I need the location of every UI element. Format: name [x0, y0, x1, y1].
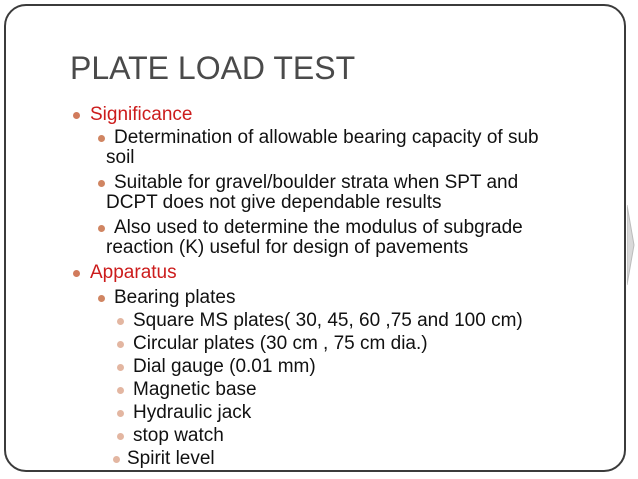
bullet-icon: [98, 225, 105, 232]
significance-item-2-line2: DCPT does not give dependable results: [106, 192, 442, 213]
bullet-icon: [117, 410, 124, 417]
significance-item-2-line1: Suitable for gravel/boulder strata when SPT and: [114, 172, 519, 193]
bullet-icon: [73, 112, 80, 119]
apparatus-subitem: Dial gauge (0.01 mm): [133, 356, 316, 377]
apparatus-subitem: Magnetic base: [133, 379, 257, 400]
apparatus-item-bearing-plates: Bearing plates: [114, 287, 236, 308]
slide-title: PLATE LOAD TEST: [70, 50, 356, 86]
bullet-icon: [73, 270, 80, 277]
bullet-icon: [117, 318, 124, 325]
bullet-icon: [113, 456, 120, 463]
significance-item-3-line1: Also used to determine the modulus of subgrade: [114, 217, 523, 238]
slide-edge-tab: [627, 205, 635, 285]
significance-item-1-line2: soil: [106, 147, 135, 168]
section-heading-apparatus: Apparatus: [90, 262, 177, 283]
apparatus-subitem: Circular plates (30 cm , 75 cm dia.): [133, 333, 428, 354]
bullet-icon: [117, 341, 124, 348]
bullet-icon: [117, 433, 124, 440]
bullet-icon: [98, 295, 105, 302]
apparatus-subitem: stop watch: [133, 425, 224, 446]
apparatus-subitem: Spirit level: [127, 448, 215, 469]
section-heading-significance: Significance: [90, 104, 193, 125]
bullet-icon: [117, 364, 124, 371]
significance-item-1-line1: Determination of allowable bearing capacity of sub: [114, 127, 539, 148]
bullet-icon: [98, 135, 105, 142]
significance-item-3-line2: reaction (K) useful for design of pavements: [106, 237, 469, 258]
apparatus-subitem: Square MS plates( 30, 45, 60 ,75 and 100 cm): [133, 310, 523, 331]
bullet-icon: [117, 387, 124, 394]
bullet-icon: [98, 180, 105, 187]
apparatus-subitem: Hydraulic jack: [133, 402, 252, 423]
